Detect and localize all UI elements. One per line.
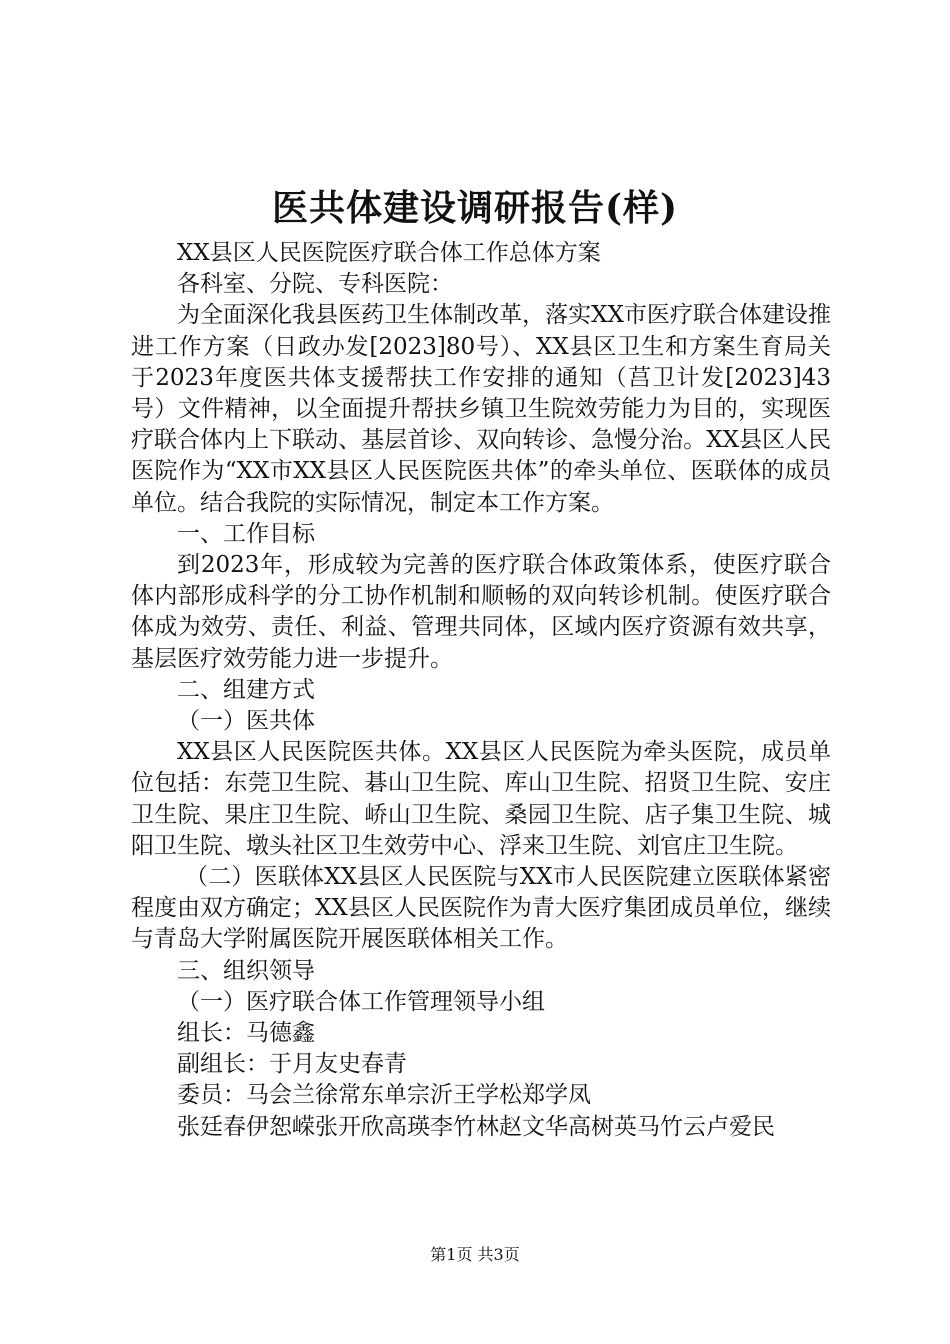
- subsection-heading-community: （一）医共体: [177, 708, 315, 735]
- goals-paragraph: 到2023年，形成较为完善的医疗联合体政策体系，使医疗联合体内部形成科学的分工协作机制和顺畅的双向转诊机制。使医疗联合体成为效劳、责任、利益、管理共同体，区域内医疗资源有效共享，基层医疗效劳能力进一步提升。: [131, 552, 831, 672]
- section-heading-goals: 一、工作目标: [177, 520, 315, 547]
- alliance-paragraph: （二）医联体XX县区人民医院与XX市人民医院建立医联体紧密程度由双方确定；XX县区人民医院作为青大医疗集团成员单位，继续与青岛大学附属医院开展医联体相关工作。: [131, 864, 831, 953]
- document-body: [131, 238, 831, 1143]
- document-title: 医共体建设调研报告(样): [271, 187, 679, 229]
- plan-heading: XX县区人民医院医疗联合体工作总体方案: [177, 240, 601, 266]
- members-line-2: 张廷春伊恕嵘张开欣高瑛李竹林赵文华高树英马竹云卢爱民: [177, 1113, 775, 1140]
- salutation: 各科室、分院、专科医院：: [177, 271, 453, 298]
- subsection-heading-leading-group: （一）医疗联合体工作管理领导小组: [177, 988, 545, 1015]
- group-leader: 组长：马德鑫: [177, 1020, 315, 1047]
- community-paragraph: XX县区人民医院医共体。XX县区人民医院为牵头医院，成员单位包括：东莞卫生院、碁山卫生院、库山卫生院、招贤卫生院、安庄卫生院、果庄卫生院、峤山卫生院、桑园卫生院、店子集卫生院、城阳卫生院、墩头社区卫生效劳中心、浮来卫生院、刘官庄卫生院。: [131, 739, 831, 859]
- members-line-1: 委员：马会兰徐常东单宗沂王学松郑学凤: [177, 1082, 591, 1109]
- intro-paragraph: 为全面深化我县医药卫生体制改革，落实XX市医疗联合体建设推进工作方案（日政办发[2023]80号）、XX县区卫生和方案生育局关于2023年度医共体支援帮扶工作安排的通知（莒卫计发[2023]43号）文件精神，以全面提升帮扶乡镇卫生院效劳能力为目的，实现医疗联合体内上下联动、基层首诊、双向转诊、急慢分治。XX县区人民医院作为“XX市XX县区人民医院医共体”的牵头单位、医联体的成员单位。结合我院的实际情况，制定本工作方案。: [131, 302, 831, 516]
- deputy-leaders: 副组长：于月友史春青: [177, 1051, 407, 1078]
- section-heading-formation: 二、组建方式: [177, 676, 315, 703]
- page-footer: 第1页 共3页: [430, 1245, 520, 1264]
- section-heading-leadership: 三、组织领导: [177, 957, 315, 984]
